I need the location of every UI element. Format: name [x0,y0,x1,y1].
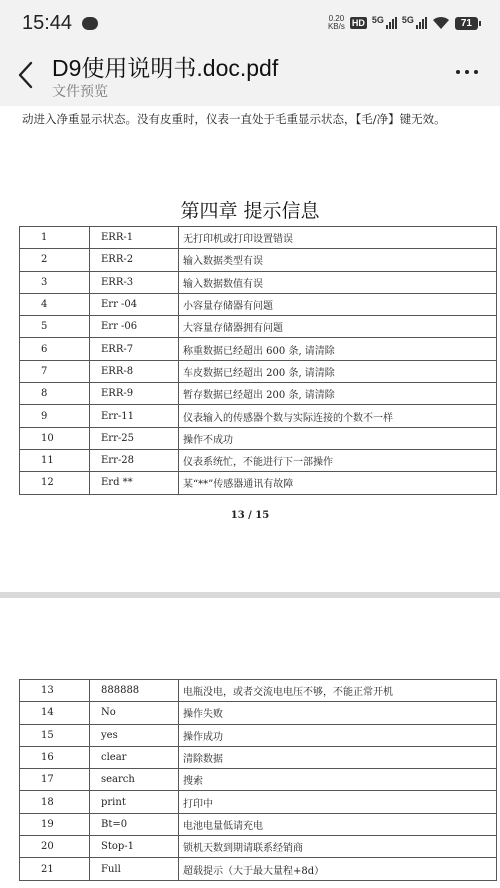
prompt-code: Bt=0 [90,813,179,835]
prompt-description: 锁机天数到期请联系经销商 [179,836,497,858]
prompt-code: ERR-8 [90,360,179,382]
app-header [0,46,500,106]
prompt-code: search [90,769,179,791]
prompt-description: 输入数据类型有误 [179,249,497,271]
prompt-code: Stop-1 [90,836,179,858]
prompt-description: 仪表系统忙，不能进行下一部操作 [179,449,497,471]
prompt-code: Err-11 [90,405,179,427]
prompt-code: ERR-2 [90,249,179,271]
prompt-description: 操作失败 [179,702,497,724]
wifi-icon [432,16,450,30]
table-row [20,449,497,471]
network-type-1: 5G [371,15,384,25]
more-options-icon[interactable] [456,70,478,74]
prompt-code: Err -06 [90,316,179,338]
prompt-table-page-14 [19,679,497,881]
prompt-code: Full [90,858,179,880]
row-number: 3 [20,271,90,293]
prompt-code: Erd ** [90,472,179,494]
table-row [20,791,497,813]
table-row [20,383,497,405]
signal-strength-icon [416,17,427,29]
prompt-code: print [90,791,179,813]
row-number: 12 [20,472,90,494]
prompt-code: clear [90,746,179,768]
prompt-description: 电池电量低请充电 [179,813,497,835]
prompt-description: 操作不成功 [179,427,497,449]
prompt-description: 车皮数据已经超出 200 条, 请清除 [179,360,497,382]
back-arrow-icon[interactable] [16,60,38,90]
row-number: 13 [20,680,90,702]
table-row [20,360,497,382]
row-number: 5 [20,316,90,338]
prompt-code: Err -04 [90,293,179,315]
wechat-icon [82,17,98,30]
status-icons [328,15,478,31]
prompt-description: 输入数据数值有误 [179,271,497,293]
row-number: 19 [20,813,90,835]
table-row [20,836,497,858]
network-speed-value: 0.20 [328,14,345,23]
table-row [20,271,497,293]
prompt-description: 小容量存储器有问题 [179,293,497,315]
row-number: 11 [20,449,90,471]
row-number: 9 [20,405,90,427]
network-type-2: 5G [401,15,414,25]
table-row [20,316,497,338]
intro-text: 动进入净重显示状态。没有皮重时，仪表一直处于毛重显示状态，【毛/净】键无效。 [22,112,446,126]
prompt-description: 电瓶没电，或者交流电电压不够，不能正常开机 [179,680,497,702]
prompt-code: ERR-1 [90,227,179,249]
prompt-description: 暂存数据已经超出 200 条, 请清除 [179,383,497,405]
header-subtitle: 文件预览 [52,84,108,100]
row-number: 7 [20,360,90,382]
prompt-description: 大容量存储器拥有问题 [179,316,497,338]
row-number: 10 [20,427,90,449]
table-row [20,769,497,791]
prompt-description: 称重数据已经超出 600 条, 请清除 [179,338,497,360]
row-number: 1 [20,227,90,249]
prompt-code: 888888 [90,680,179,702]
table-row [20,338,497,360]
prompt-description: 清除数据 [179,746,497,768]
prompt-description: 无打印机或打印设置错误 [179,227,497,249]
row-number: 21 [20,858,90,880]
row-number: 6 [20,338,90,360]
hd-badge: HD [351,18,365,28]
row-number: 18 [20,791,90,813]
row-number: 14 [20,702,90,724]
row-number: 17 [20,769,90,791]
prompt-description: 超载提示（大于最大量程+8d） [179,858,497,880]
prompt-code: No [90,702,179,724]
prompt-table-page-13 [19,226,497,495]
row-number: 2 [20,249,90,271]
page-number: 13 / 15 [230,510,270,521]
prompt-description: 操作成功 [179,724,497,746]
table-row [20,858,497,880]
status-time: 15:44 [22,11,73,34]
table-row [20,680,497,702]
table-row [20,249,497,271]
pdf-page-13 [0,106,500,592]
table-row [20,227,497,249]
row-number: 15 [20,724,90,746]
row-number: 20 [20,836,90,858]
pdf-page-14 [0,598,500,888]
row-number: 8 [20,383,90,405]
table-row [20,427,497,449]
table-row [20,472,497,494]
table-row [20,746,497,768]
battery-icon: 71 [455,17,478,30]
prompt-description: 仪表输入的传感器个数与实际连接的个数不一样 [179,405,497,427]
prompt-code: Err-28 [90,449,179,471]
table-row [20,405,497,427]
prompt-description: 打印中 [179,791,497,813]
chapter-title: 第四章 提示信息 [180,200,320,222]
table-row [20,702,497,724]
prompt-description: 搜索 [179,769,497,791]
prompt-code: yes [90,724,179,746]
document-title: D9使用说明书.doc.pdf [52,55,279,81]
table-row [20,293,497,315]
row-number: 4 [20,293,90,315]
row-number: 16 [20,746,90,768]
prompt-code: ERR-7 [90,338,179,360]
prompt-code: Err-25 [90,427,179,449]
network-speed-unit: KB/s [327,22,345,31]
prompt-code: ERR-3 [90,271,179,293]
network-speed [328,15,345,31]
signal-strength-icon [386,17,397,29]
table-row [20,813,497,835]
status-bar [0,0,500,46]
prompt-code: ERR-9 [90,383,179,405]
prompt-description: 某“**”传感器通讯有故障 [179,472,497,494]
table-row [20,724,497,746]
